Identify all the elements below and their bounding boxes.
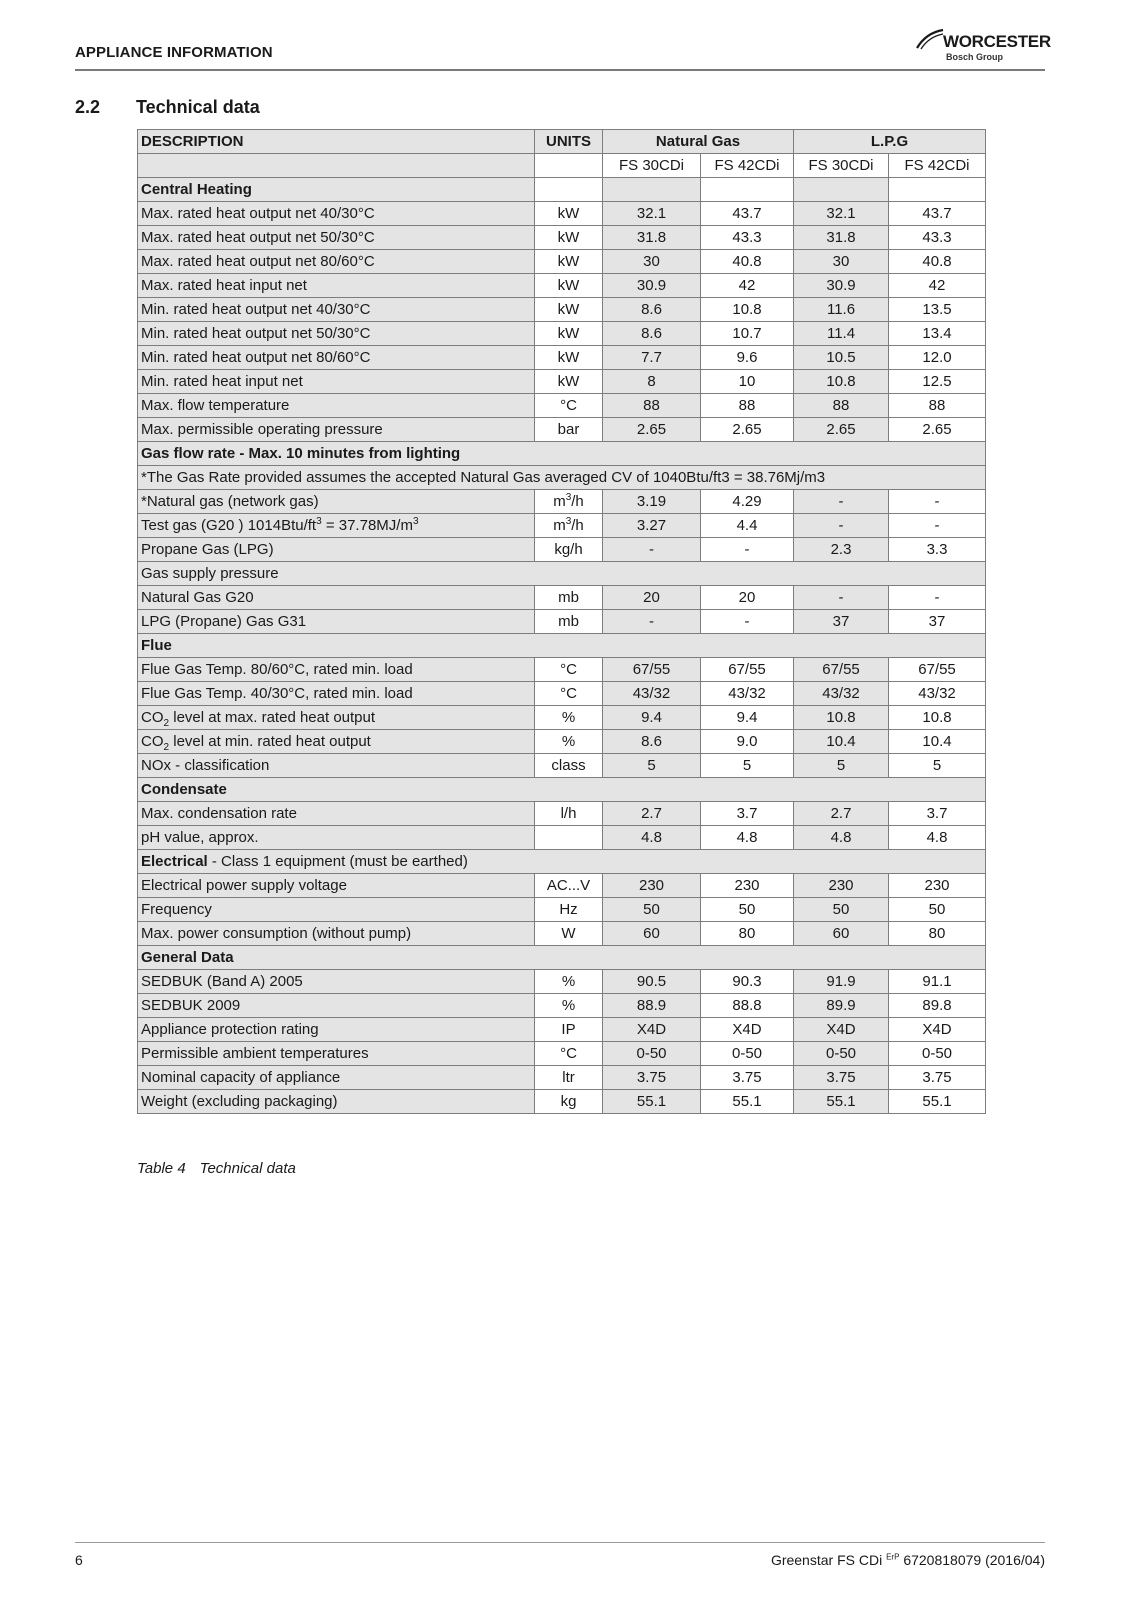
value-cell: - xyxy=(889,514,986,538)
value-cell: 9.0 xyxy=(701,730,794,754)
table-row xyxy=(138,226,986,250)
table-row xyxy=(138,946,986,970)
table-row xyxy=(138,490,986,514)
header-units: UNITS xyxy=(535,130,603,154)
value-cell: 11.4 xyxy=(794,322,889,346)
value-cell: 2.3 xyxy=(794,538,889,562)
value-cell: 0-50 xyxy=(889,1042,986,1066)
value-cell: 3.75 xyxy=(794,1066,889,1090)
value-cell: 88 xyxy=(701,394,794,418)
table-row xyxy=(138,634,986,658)
value-cell: 4.29 xyxy=(701,490,794,514)
value-cell: 230 xyxy=(889,874,986,898)
value-cell: 3.75 xyxy=(603,1066,701,1090)
value-cell: 31.8 xyxy=(603,226,701,250)
models-units-blank-cell xyxy=(535,154,603,178)
value-cell: 8.6 xyxy=(603,298,701,322)
value-cell: 230 xyxy=(603,874,701,898)
row-unit: $m^3/h$ xyxy=(535,490,603,514)
value-cell: 3.7 xyxy=(889,802,986,826)
worcester-logo xyxy=(915,28,1051,64)
row-description: SEDBUK (Band A) 2005 xyxy=(138,970,535,994)
value-cell: 67/55 xyxy=(889,658,986,682)
row-description-bold: Electrical xyxy=(141,853,208,870)
value-cell: 5 xyxy=(889,754,986,778)
logo-swoosh-icon xyxy=(915,28,945,50)
table-row xyxy=(138,898,986,922)
value-cell: 0-50 xyxy=(701,1042,794,1066)
value-cell: 91.1 xyxy=(889,970,986,994)
value-cell: 2.65 xyxy=(603,418,701,442)
value-cell: 9.4 xyxy=(701,706,794,730)
value-cell: 67/55 xyxy=(701,658,794,682)
doc-prefix: Greenstar FS CDi xyxy=(770,1552,883,1568)
row-description: Max. power consumption (without pump) xyxy=(138,922,535,946)
value-cell: 10.8 xyxy=(794,706,889,730)
value-cell: 90.3 xyxy=(701,970,794,994)
value-cell: 30 xyxy=(794,250,889,274)
value-cell: 20 xyxy=(603,586,701,610)
value-cell: 10.8 xyxy=(889,706,986,730)
row-unit: % xyxy=(535,970,603,994)
row-description: Gas flow rate - Max. 10 minutes from lighting xyxy=(138,442,986,466)
table-caption xyxy=(137,1160,296,1177)
table-row xyxy=(138,778,986,802)
logo-brand: WORCESTER xyxy=(943,32,1051,51)
value-cell: 5 xyxy=(794,754,889,778)
row-unit: l/h xyxy=(535,802,603,826)
row-description: NOx - classification xyxy=(138,754,535,778)
value-cell: 43.7 xyxy=(701,202,794,226)
value-cell: 2.7 xyxy=(794,802,889,826)
value-cell: 67/55 xyxy=(603,658,701,682)
row-unit: kW xyxy=(535,250,603,274)
value-cell: 80 xyxy=(701,922,794,946)
value-cell: 10.4 xyxy=(889,730,986,754)
value-cell: 31.8 xyxy=(794,226,889,250)
row-unit xyxy=(535,178,603,202)
document-reference xyxy=(771,1552,1045,1568)
table-row xyxy=(138,322,986,346)
row-unit xyxy=(535,826,603,850)
value-cell: 43/32 xyxy=(794,682,889,706)
table-row xyxy=(138,754,986,778)
table-row xyxy=(138,658,986,682)
value-cell: 60 xyxy=(794,922,889,946)
row-description: Max. rated heat output net 80/60°C xyxy=(138,250,535,274)
value-cell: 11.6 xyxy=(794,298,889,322)
row-description: Appliance protection rating xyxy=(138,1018,535,1042)
value-cell: 10.8 xyxy=(794,370,889,394)
row-description: Max. rated heat output net 40/30°C xyxy=(138,202,535,226)
value-cell: 88 xyxy=(603,394,701,418)
value-cell: 3.75 xyxy=(889,1066,986,1090)
value-cell: 2.65 xyxy=(701,418,794,442)
header-divider xyxy=(75,69,1045,71)
row-description: *The Gas Rate provided assumes the accepted Natural Gas averaged CV of 1040Btu/ft3 = 38.76Mj/m3 xyxy=(138,466,986,490)
row-description: $CO_2$ level at min. rated heat output xyxy=(138,730,535,754)
value-cell: - xyxy=(889,586,986,610)
row-unit: mb xyxy=(535,610,603,634)
value-cell: 20 xyxy=(701,586,794,610)
table-row xyxy=(138,994,986,1018)
table-row xyxy=(138,610,986,634)
value-cell: 10.4 xyxy=(794,730,889,754)
table-row xyxy=(138,298,986,322)
value-cell: 12.5 xyxy=(889,370,986,394)
row-description: Condensate xyxy=(138,778,986,802)
table-row xyxy=(138,442,986,466)
value-cell xyxy=(701,178,794,202)
table-row xyxy=(138,418,986,442)
table-row xyxy=(138,250,986,274)
value-cell: 230 xyxy=(794,874,889,898)
row-unit: kW xyxy=(535,322,603,346)
table-row xyxy=(138,1018,986,1042)
table-models-row xyxy=(138,154,986,178)
table-row xyxy=(138,850,986,874)
value-cell: 32.1 xyxy=(794,202,889,226)
table-row xyxy=(138,394,986,418)
row-description: *Natural gas (network gas) xyxy=(138,490,535,514)
value-cell: 3.75 xyxy=(701,1066,794,1090)
row-unit: mb xyxy=(535,586,603,610)
value-cell: 8.6 xyxy=(603,730,701,754)
value-cell: 7.7 xyxy=(603,346,701,370)
row-description: pH value, approx. xyxy=(138,826,535,850)
value-cell: 50 xyxy=(889,898,986,922)
row-description xyxy=(138,850,986,874)
row-unit: kW xyxy=(535,274,603,298)
table-row xyxy=(138,874,986,898)
value-cell: 40.8 xyxy=(889,250,986,274)
row-description: Natural Gas G20 xyxy=(138,586,535,610)
value-cell: 5 xyxy=(603,754,701,778)
value-cell xyxy=(794,178,889,202)
value-cell: 9.4 xyxy=(603,706,701,730)
value-cell: X4D xyxy=(794,1018,889,1042)
value-cell: 3.27 xyxy=(603,514,701,538)
value-cell: 89.9 xyxy=(794,994,889,1018)
value-cell xyxy=(889,178,986,202)
table-row xyxy=(138,514,986,538)
value-cell: 50 xyxy=(701,898,794,922)
value-cell: 9.6 xyxy=(701,346,794,370)
value-cell: 8.6 xyxy=(603,322,701,346)
value-cell: 43/32 xyxy=(603,682,701,706)
value-cell: 43.7 xyxy=(889,202,986,226)
row-unit: AC...V xyxy=(535,874,603,898)
model-cell: FS 42CDi xyxy=(889,154,986,178)
value-cell: 37 xyxy=(794,610,889,634)
value-cell: - xyxy=(794,490,889,514)
row-description: Electrical power supply voltage xyxy=(138,874,535,898)
value-cell: - xyxy=(794,586,889,610)
value-cell: 60 xyxy=(603,922,701,946)
value-cell: 42 xyxy=(889,274,986,298)
row-unit: ltr xyxy=(535,1066,603,1090)
value-cell: 67/55 xyxy=(794,658,889,682)
value-cell: 55.1 xyxy=(889,1090,986,1114)
row-unit: °C xyxy=(535,658,603,682)
value-cell: 30 xyxy=(603,250,701,274)
table-row xyxy=(138,826,986,850)
row-description: Weight (excluding packaging) xyxy=(138,1090,535,1114)
table-row xyxy=(138,346,986,370)
caption-label: Table 4 xyxy=(137,1160,186,1177)
row-unit: % xyxy=(535,706,603,730)
value-cell: 90.5 xyxy=(603,970,701,994)
section-number: 2.2 xyxy=(75,97,101,117)
doc-suffix: 6720818079 (2016/04) xyxy=(903,1552,1045,1568)
value-cell: - xyxy=(603,610,701,634)
table-row xyxy=(138,730,986,754)
row-description: LPG (Propane) Gas G31 xyxy=(138,610,535,634)
table-row xyxy=(138,970,986,994)
row-unit: °C xyxy=(535,394,603,418)
value-cell: X4D xyxy=(603,1018,701,1042)
row-description: Propane Gas (LPG) xyxy=(138,538,535,562)
row-description: Flue Gas Temp. 80/60°C, rated min. load xyxy=(138,658,535,682)
value-cell: - xyxy=(701,538,794,562)
value-cell: 37 xyxy=(889,610,986,634)
row-description: Max. permissible operating pressure xyxy=(138,418,535,442)
row-unit: kW xyxy=(535,298,603,322)
value-cell: 5 xyxy=(701,754,794,778)
table-row xyxy=(138,538,986,562)
row-description: Test gas (G20 ) $1014Btu/ft^3 = 37.78MJ/m^3$ xyxy=(138,514,535,538)
value-cell: 2.7 xyxy=(603,802,701,826)
value-cell: - xyxy=(794,514,889,538)
section-title: Technical data xyxy=(136,97,260,117)
value-cell: 0-50 xyxy=(603,1042,701,1066)
value-cell: 2.65 xyxy=(794,418,889,442)
value-cell: X4D xyxy=(889,1018,986,1042)
model-cell: FS 42CDi xyxy=(701,154,794,178)
value-cell: 30.9 xyxy=(603,274,701,298)
row-description: Max. flow temperature xyxy=(138,394,535,418)
logo-sub: Bosch Group xyxy=(946,52,1004,62)
row-description: Gas supply pressure xyxy=(138,562,986,586)
header-title: APPLIANCE INFORMATION xyxy=(75,44,273,61)
header-natural-gas: Natural Gas xyxy=(603,130,794,154)
value-cell: 3.7 xyxy=(701,802,794,826)
table-row xyxy=(138,682,986,706)
value-cell: 13.4 xyxy=(889,322,986,346)
row-unit: kg/h xyxy=(535,538,603,562)
value-cell: 42 xyxy=(701,274,794,298)
value-cell: - xyxy=(889,490,986,514)
value-cell: 50 xyxy=(603,898,701,922)
row-unit: IP xyxy=(535,1018,603,1042)
value-cell: 3.3 xyxy=(889,538,986,562)
row-description: Central Heating xyxy=(138,178,535,202)
value-cell: 43/32 xyxy=(701,682,794,706)
value-cell: 10.8 xyxy=(701,298,794,322)
value-cell: 4.4 xyxy=(701,514,794,538)
row-unit: class xyxy=(535,754,603,778)
value-cell: 4.8 xyxy=(701,826,794,850)
value-cell: 88.8 xyxy=(701,994,794,1018)
row-unit: % xyxy=(535,994,603,1018)
value-cell: 4.8 xyxy=(889,826,986,850)
table-row xyxy=(138,202,986,226)
row-description: Min. rated heat input net xyxy=(138,370,535,394)
row-description: Min. rated heat output net 40/30°C xyxy=(138,298,535,322)
value-cell: X4D xyxy=(701,1018,794,1042)
row-unit: °C xyxy=(535,1042,603,1066)
value-cell: 43/32 xyxy=(889,682,986,706)
value-cell: 3.19 xyxy=(603,490,701,514)
value-cell: 50 xyxy=(794,898,889,922)
table-row xyxy=(138,586,986,610)
value-cell: 2.65 xyxy=(889,418,986,442)
value-cell: 30.9 xyxy=(794,274,889,298)
value-cell: 91.9 xyxy=(794,970,889,994)
table-row xyxy=(138,802,986,826)
page-number: 6 xyxy=(75,1552,83,1568)
value-cell: 230 xyxy=(701,874,794,898)
value-cell: 4.8 xyxy=(794,826,889,850)
row-unit: kW xyxy=(535,226,603,250)
table-row xyxy=(138,466,986,490)
row-description: SEDBUK 2009 xyxy=(138,994,535,1018)
value-cell: 0-50 xyxy=(794,1042,889,1066)
value-cell: - xyxy=(603,538,701,562)
value-cell: 10 xyxy=(701,370,794,394)
value-cell: 43.3 xyxy=(701,226,794,250)
value-cell: 88.9 xyxy=(603,994,701,1018)
table-row xyxy=(138,1090,986,1114)
table-row xyxy=(138,1066,986,1090)
row-description-rest: - Class 1 equipment (must be earthed) xyxy=(207,853,468,870)
technical-data-table xyxy=(137,129,986,1114)
row-description: Permissible ambient temperatures xyxy=(138,1042,535,1066)
doc-sup: ErP xyxy=(886,1552,900,1562)
row-unit: kW xyxy=(535,346,603,370)
value-cell: 88 xyxy=(794,394,889,418)
value-cell: 55.1 xyxy=(603,1090,701,1114)
row-unit: °C xyxy=(535,682,603,706)
row-description: Flue xyxy=(138,634,986,658)
row-unit: bar xyxy=(535,418,603,442)
row-description: General Data xyxy=(138,946,986,970)
row-description: Min. rated heat output net 80/60°C xyxy=(138,346,535,370)
value-cell xyxy=(603,178,701,202)
footer-divider xyxy=(75,1542,1045,1543)
value-cell: 4.8 xyxy=(603,826,701,850)
value-cell: 88 xyxy=(889,394,986,418)
header-description: DESCRIPTION xyxy=(138,130,535,154)
row-description: Max. condensation rate xyxy=(138,802,535,826)
header-lpg: L.P.G xyxy=(794,130,986,154)
value-cell: - xyxy=(701,610,794,634)
row-unit: kW xyxy=(535,202,603,226)
value-cell: 10.7 xyxy=(701,322,794,346)
table-row xyxy=(138,274,986,298)
row-unit: W xyxy=(535,922,603,946)
table-row xyxy=(138,922,986,946)
caption-text: Technical data xyxy=(199,1160,296,1177)
value-cell: 32.1 xyxy=(603,202,701,226)
row-description: Nominal capacity of appliance xyxy=(138,1066,535,1090)
row-unit: % xyxy=(535,730,603,754)
value-cell: 55.1 xyxy=(794,1090,889,1114)
value-cell: 89.8 xyxy=(889,994,986,1018)
row-description: Frequency xyxy=(138,898,535,922)
row-unit: $m^3/h$ xyxy=(535,514,603,538)
value-cell: 55.1 xyxy=(701,1090,794,1114)
row-description: $CO_2$ level at max. rated heat output xyxy=(138,706,535,730)
value-cell: 12.0 xyxy=(889,346,986,370)
table-row xyxy=(138,178,986,202)
value-cell: 40.8 xyxy=(701,250,794,274)
table-row xyxy=(138,706,986,730)
row-description: Flue Gas Temp. 40/30°C, rated min. load xyxy=(138,682,535,706)
value-cell: 10.5 xyxy=(794,346,889,370)
table-header-row xyxy=(138,130,986,154)
value-cell: 43.3 xyxy=(889,226,986,250)
table-row xyxy=(138,370,986,394)
value-cell: 80 xyxy=(889,922,986,946)
row-description: Max. rated heat output net 50/30°C xyxy=(138,226,535,250)
row-unit: kg xyxy=(535,1090,603,1114)
row-description: Max. rated heat input net xyxy=(138,274,535,298)
model-cell: FS 30CDi xyxy=(794,154,889,178)
value-cell: 8 xyxy=(603,370,701,394)
table-row xyxy=(138,1042,986,1066)
value-cell: 13.5 xyxy=(889,298,986,322)
row-unit: kW xyxy=(535,370,603,394)
models-blank-cell xyxy=(138,154,535,178)
row-unit: Hz xyxy=(535,898,603,922)
row-description: Min. rated heat output net 50/30°C xyxy=(138,322,535,346)
table-row xyxy=(138,562,986,586)
model-cell: FS 30CDi xyxy=(603,154,701,178)
